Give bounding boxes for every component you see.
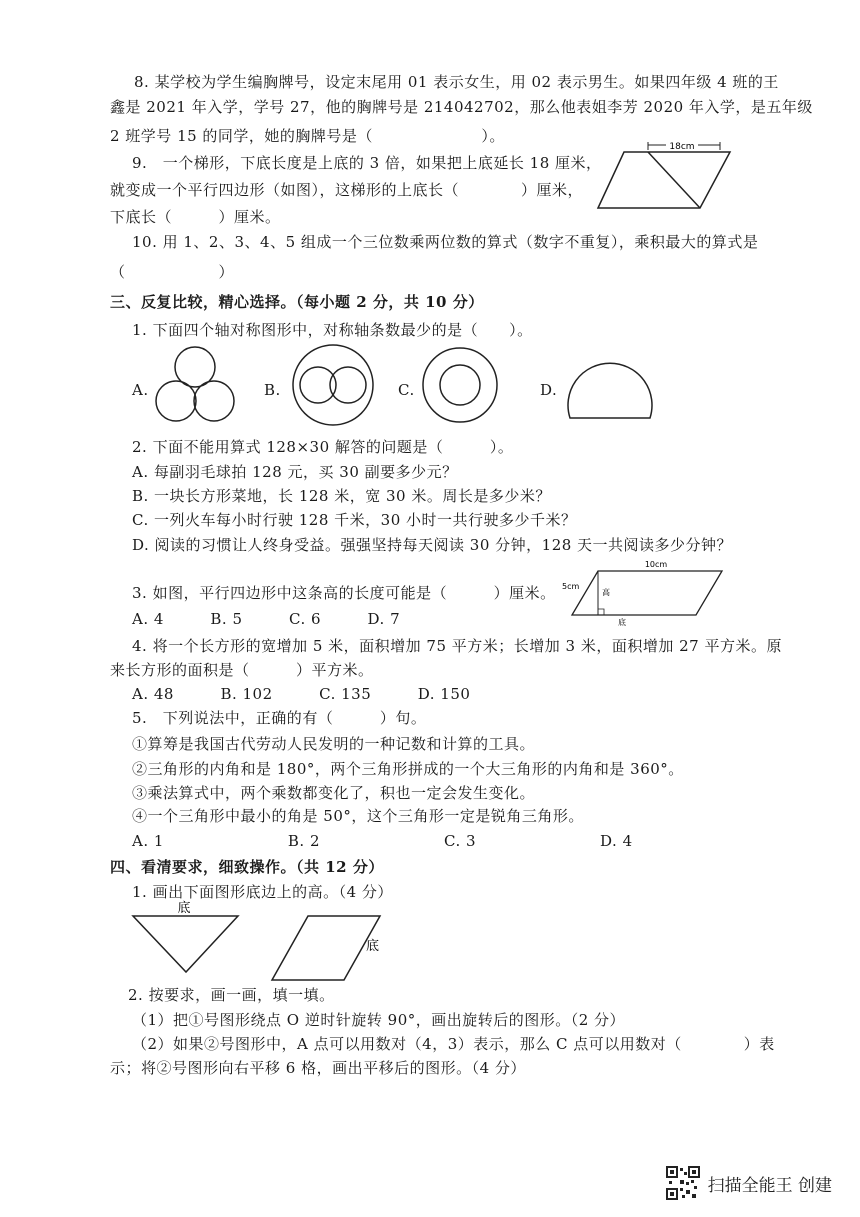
- parallelogram-figure: [268, 908, 398, 988]
- s3-q5-statement-2: ②三角形的内角和是 180°，两个三角形拼成的一个大三角形的内角和是 360°。: [132, 760, 684, 778]
- q8-line3: 2 班学号 15 的同学，她的胸牌号是（ ）。: [110, 127, 505, 145]
- s4-q2-part2-line1: （2）如果②号图形中，A 点可以用数对（4，3）表示，那么 C 点可以用数对（ ）表: [132, 1035, 775, 1053]
- s3-q1-option-c: C.: [398, 381, 415, 399]
- q9-line1: 9. 一个梯形，下底长度是上底的 3 倍，如果把上底延长 18 厘米，: [132, 154, 602, 172]
- q10-line2: （ ）: [110, 263, 235, 281]
- s3-q1-option-b: B.: [264, 381, 281, 399]
- s3-q3-text: 3. 如图，平行四边形中这条高的长度可能是（ ）厘米。: [132, 584, 556, 602]
- s3-q4-line2: 来长方形的面积是（ ）平方米。: [110, 661, 374, 679]
- s4-q2-part2-line2: 示；将②号图形向右平移 6 格，画出平移后的图形。（4 分）: [110, 1059, 526, 1077]
- q9-line2: 就变成一个平行四边形（如图），这梯形的上底长（ ）厘米，: [110, 181, 584, 199]
- s3-q1-option-d: D.: [540, 381, 558, 399]
- q8-line2: 鑫是 2021 年入学，学号 27，他的胸牌号是 214042702，那么他表姐李芳 2020 年入学，是五年级: [110, 98, 813, 116]
- q9-length-label: 18cm: [669, 142, 695, 152]
- section-4-heading: 四、看清要求，细致操作。（共 12 分）: [110, 858, 384, 876]
- three-circles-figure: [150, 343, 240, 428]
- s3-q2-option-c: C. 一列火车每小时行驶 128 千米，30 小时一共行驶多少千米？: [132, 511, 577, 529]
- scanner-footer-text: 扫描全能王 创建: [707, 1175, 832, 1196]
- concentric-circles-figure: [418, 343, 503, 428]
- s3-q5-statement-4: ④一个三角形中最小的角是 50°，这个三角形一定是锐角三角形。: [132, 807, 584, 825]
- s4-q1-text: 1. 画出下面图形底边上的高。（4 分）: [132, 883, 393, 901]
- parallelogram-base-label: 底: [366, 939, 380, 954]
- truncated-circle-figure: [560, 340, 660, 425]
- s3-q1-option-a: A.: [132, 381, 149, 399]
- height-label: 高: [602, 588, 610, 597]
- parallelogram-height-figure: [560, 557, 730, 627]
- s3-q5-statement-1: ①算筹是我国古代劳动人民发明的一种记数和计算的工具。: [132, 735, 536, 753]
- q10-line1: 10. 用 1、2、3、4、5 组成一个三位数乘两位数的算式（数字不重复），乘积最大的算式是: [132, 233, 759, 251]
- s3-q4-line1: 4. 将一个长方形的宽增加 5 米，面积增加 75 平方米；长增加 3 米，面积增加 27 平方米。原: [132, 637, 782, 655]
- section-3-heading: 三、反复比较，精心选择。（每小题 2 分，共 10 分）: [110, 293, 484, 311]
- s3-q3-options: A. 4 B. 5 C. 6 D. 7: [132, 610, 401, 628]
- s3-q5-statement-3: ③乘法算式中，两个乘数都变化了，积也一定会发生变化。: [132, 784, 536, 802]
- s3-q4-options: A. 48 B. 102 C. 135 D. 150: [132, 685, 471, 703]
- q8-line1: 8. 某学校为学生编胸牌号，设定末尾用 01 表示女生，用 02 表示男生。如果四年级 4 班的王: [134, 73, 779, 91]
- triangle-base-label: 底: [177, 901, 191, 916]
- top-length-label: 10cm: [644, 560, 668, 569]
- s3-q5-text: 5. 下列说法中，正确的有（ ）句。: [132, 709, 427, 727]
- s3-q2-option-a: A. 每副羽毛球拍 128 元，买 30 副要多少元？: [132, 463, 458, 481]
- qr-code-icon: [666, 1166, 700, 1200]
- s4-q2-part1: （1）把①号图形绕点 O 逆时针旋转 90°，画出旋转后的图形。（2 分）: [132, 1011, 626, 1029]
- s3-q2-text: 2. 下面不能用算式 128×30 解答的问题是（ ）。: [132, 438, 514, 456]
- s3-q5-options: A. 1 B. 2 C. 3 D. 4: [132, 832, 633, 850]
- triangle-figure: [128, 898, 258, 978]
- s4-q2-text: 2. 按要求，画一画，填一填。: [128, 986, 335, 1004]
- side-length-label: 5cm: [562, 582, 580, 591]
- base-label: 底: [618, 618, 626, 627]
- s3-q2-option-b: B. 一块长方形菜地，长 128 米，宽 30 米。周长是多少米？: [132, 487, 551, 505]
- scanner-watermark: [666, 1166, 832, 1200]
- s3-q1-text: 1. 下面四个轴对称图形中，对称轴条数最少的是（ ）。: [132, 321, 533, 339]
- s3-q2-option-d: D. 阅读的习惯让人终身受益。强强坚持每天阅读 30 分钟，128 天一共阅读多少分钟？: [132, 536, 733, 554]
- q9-trapezoid-figure: [590, 140, 740, 215]
- circle-with-two-circles-figure: [283, 343, 383, 428]
- q9-line3: 下底长（ ）厘米。: [110, 208, 281, 226]
